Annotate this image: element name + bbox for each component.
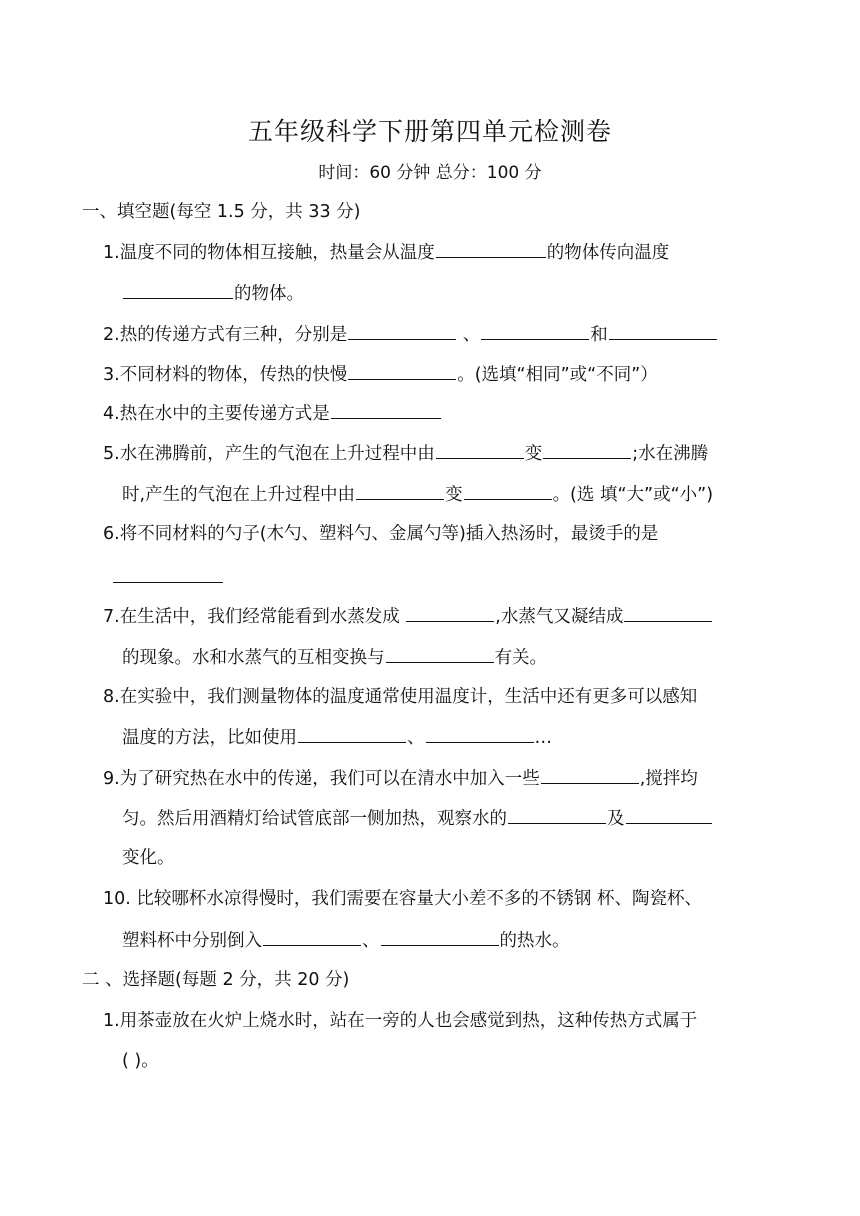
answer-blank[interactable] bbox=[298, 724, 406, 743]
answer-blank[interactable] bbox=[348, 321, 456, 340]
question-7-line-1 bbox=[103, 603, 713, 630]
question-1-line-2 bbox=[122, 280, 304, 307]
question-8-line-2 bbox=[122, 724, 552, 751]
question-10-line-1 bbox=[103, 886, 702, 912]
exam-subtitle: 时间：60 分钟 总分：100 分 bbox=[318, 163, 542, 183]
q5-text-f: 。(选 填“大”或“小”) bbox=[552, 485, 714, 505]
q9-text-e: 变化。 bbox=[122, 848, 175, 868]
q5-text-e: 变 bbox=[445, 485, 463, 505]
question-6-line-2 bbox=[112, 564, 224, 591]
q6-text-a: 6.将不同材料的勺子(木勺、塑料勺、金属勺等)插入热汤时，最烫手的是 bbox=[103, 524, 659, 544]
q2-text-b: 、 bbox=[457, 325, 481, 345]
question-5-line-1 bbox=[103, 440, 708, 467]
q9-text-d: 及 bbox=[607, 809, 625, 829]
q2-text-c: 和 bbox=[590, 325, 608, 345]
answer-blank[interactable] bbox=[624, 603, 712, 622]
q3-text-b: 。(选填“相同”或“不同”） bbox=[457, 365, 658, 385]
q9-text-c: 匀。然后用酒精灯给试管底部一侧加热，观察水的 bbox=[122, 809, 507, 829]
answer-blank[interactable] bbox=[263, 927, 361, 946]
question-8-line-1 bbox=[103, 684, 697, 710]
question-1-line-1 bbox=[103, 239, 669, 266]
answer-blank[interactable] bbox=[123, 280, 233, 299]
section1-heading: 一、填空题(每空 1.5 分，共 33 分) bbox=[82, 202, 361, 222]
answer-blank[interactable] bbox=[356, 481, 444, 500]
question-5-line-2 bbox=[122, 481, 713, 508]
q9-text-b: ,搅拌均 bbox=[639, 769, 698, 789]
answer-blank[interactable] bbox=[436, 440, 524, 459]
question-9-line-3 bbox=[122, 845, 175, 871]
answer-blank[interactable] bbox=[426, 724, 534, 743]
answer-blank[interactable] bbox=[508, 805, 606, 824]
q10-text-b: 塑料杯中分别倒入 bbox=[122, 931, 262, 951]
q9-text-a: 9.为了研究热在水中的传递，我们可以在清水中加入一些 bbox=[103, 769, 540, 789]
question-10-line-2 bbox=[122, 927, 570, 954]
answer-blank[interactable] bbox=[543, 440, 631, 459]
question-9-line-1 bbox=[103, 765, 698, 792]
question-2 bbox=[103, 321, 718, 348]
answer-blank[interactable] bbox=[348, 361, 456, 380]
q2-text-a: 2.热的传递方式有三种，分别是 bbox=[103, 325, 348, 345]
answer-blank[interactable] bbox=[386, 644, 494, 663]
q3-text-a: 3.不同材料的物体，传热的快慢 bbox=[103, 365, 348, 385]
answer-blank[interactable] bbox=[436, 239, 546, 258]
question-9-line-2 bbox=[122, 805, 713, 832]
answer-blank[interactable] bbox=[381, 927, 499, 946]
choice-question-1-line-2 bbox=[122, 1048, 159, 1074]
q10-text-a: 10. 比较哪杯水凉得慢时，我们需要在容量大小差不多的不锈钢 杯、陶瓷杯、 bbox=[103, 889, 702, 909]
question-4 bbox=[103, 400, 442, 427]
section2-heading: 二 、选择题(每题 2 分，共 20 分) bbox=[82, 970, 350, 990]
q1-text-b: 的物体传向温度 bbox=[546, 243, 670, 263]
q7-text-a: 7.在生活中，我们经常能看到水蒸发成 bbox=[103, 607, 406, 627]
q5-text-c: ;水在沸腾 bbox=[632, 444, 709, 464]
answer-blank[interactable] bbox=[113, 564, 223, 583]
q5-text-d: 时,产生的气泡在上升过程中由 bbox=[122, 485, 356, 505]
answer-blank[interactable] bbox=[481, 321, 589, 340]
answer-blank[interactable] bbox=[331, 400, 441, 419]
q1-text-a: 1.温度不同的物体相互接触，热量会从温度 bbox=[103, 243, 435, 263]
answer-blank[interactable] bbox=[541, 765, 639, 784]
q8-text-a: 8.在实验中，我们测量物体的温度通常使用温度计，生活中还有更多可以感知 bbox=[103, 687, 698, 707]
answer-blank[interactable] bbox=[464, 481, 552, 500]
question-6-line-1 bbox=[103, 521, 658, 547]
q7-text-d: 有关。 bbox=[494, 648, 547, 668]
s2-q1-text-a: 1.用茶壶放在火炉上烧水时，站在一旁的人也会感觉到热，这种传热方式属于 bbox=[103, 1011, 698, 1031]
q10-text-d: 的热水。 bbox=[499, 931, 570, 951]
q5-text-a: 5.水在沸腾前，产生的气泡在上升过程中由 bbox=[103, 444, 435, 464]
question-7-line-2 bbox=[122, 644, 547, 671]
q5-text-b: 变 bbox=[524, 444, 543, 464]
answer-blank[interactable] bbox=[626, 805, 712, 824]
answer-blank[interactable] bbox=[609, 321, 717, 340]
exam-title: 五年级科学下册第四单元检测卷 bbox=[247, 117, 612, 146]
s2-q1-answer-bracket[interactable]: ( )。 bbox=[122, 1051, 159, 1071]
q8-text-b: 温度的方法，比如使用 bbox=[122, 728, 297, 748]
q10-text-c: 、 bbox=[362, 931, 380, 951]
q8-text-d: … bbox=[534, 728, 552, 748]
q7-text-b: ,水蒸气又凝结成 bbox=[495, 607, 624, 627]
question-3 bbox=[103, 361, 658, 388]
q7-text-c: 的现象。水和水蒸气的互相变换与 bbox=[122, 648, 385, 668]
q8-text-c: 、 bbox=[407, 728, 425, 748]
q1-text-c: 的物体。 bbox=[234, 284, 304, 304]
choice-question-1-line-1 bbox=[103, 1008, 697, 1034]
answer-blank[interactable] bbox=[406, 603, 494, 622]
q4-text-a: 4.热在水中的主要传递方式是 bbox=[103, 404, 330, 424]
